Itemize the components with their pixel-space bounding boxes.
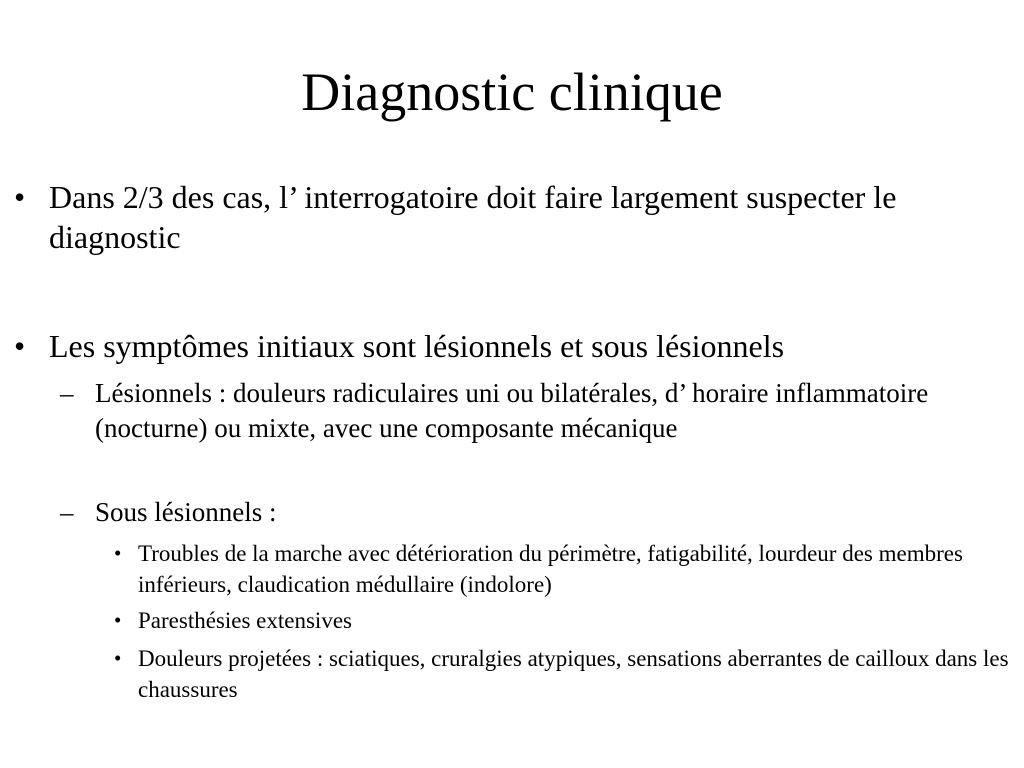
bullet-marker: • <box>114 608 122 632</box>
sub-sub-bullet-text: Paresthésies extensives <box>138 608 352 633</box>
dash-marker: – <box>60 378 74 408</box>
bullet-text: Les symptômes initiaux sont lésionnels et sous lésionnels <box>49 328 785 364</box>
bullet-marker: • <box>114 541 122 565</box>
bullet-marker: • <box>14 179 26 215</box>
sub-sub-bullet-text: Douleurs projetées : sciatiques, cruralgies atypiques, sensations aberrantes de cailloux dans les chaussures <box>138 646 1009 702</box>
sub-bullet-text: Sous lésionnels : <box>95 497 277 527</box>
bullet-marker: • <box>14 328 26 364</box>
slide-title: Diagnostic clinique <box>301 62 723 122</box>
bullet-marker: • <box>114 646 122 670</box>
dash-marker: – <box>60 497 74 527</box>
sub-bullet-text: Lésionnels : douleurs radiculaires uni ou bilatérales, d’ horaire inflammatoire (nocturne) ou mixte, avec une composante mécanique <box>95 378 929 443</box>
bullet-text: Dans 2/3 des cas, l’ interrogatoire doit faire largement suspecter le diagnostic <box>49 179 897 255</box>
sub-sub-bullet-text: Troubles de la marche avec détérioration du périmètre, fatigabilité, lourdeur des membres inférieurs, claudication médullaire (indolore) <box>138 541 963 597</box>
